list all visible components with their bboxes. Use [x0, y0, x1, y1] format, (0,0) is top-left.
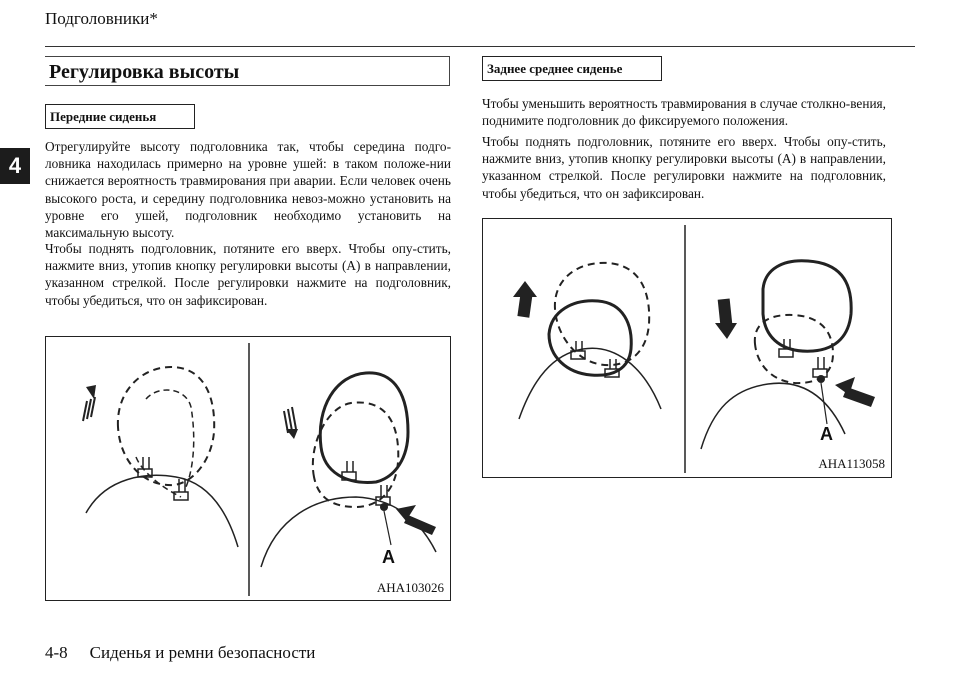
running-footer: [45, 643, 315, 663]
push-arrow-icon: [835, 377, 875, 407]
rear-seat-subheading: Заднее среднее сиденье: [482, 56, 662, 81]
down-arrow-icon: [715, 298, 737, 339]
section-title: Регулировка высоты: [45, 56, 450, 86]
front-paragraph-2: Чтобы поднять подголовник, потяните его вверх. Чтобы опу-стить, нажмите вниз, утопив кнопку регулировки высоты (A) в направлении, указанном стрелкой. После регулировки нажмите на подголовник, чтобы убедиться, что он зафиксирован.: [45, 241, 451, 308]
up-arrow-icon: [83, 385, 96, 421]
header-rule: [45, 46, 915, 47]
chapter-title: Сиденья и ремни безопасности: [89, 643, 316, 662]
rear-paragraph-2: Чтобы поднять подголовник, потяните его вверх. Чтобы опу-стить, нажмите вниз, утопив кнопку регулировки высоты (A) в направлении, указанном стрелкой. После регулировки нажмите на подголовник, чтобы убедиться, что он зафиксирован.: [482, 134, 886, 201]
figure-code: AHA113058: [818, 456, 885, 471]
running-header: Подголовники*: [45, 9, 158, 28]
button-label-a: A: [382, 547, 395, 567]
front-seats-subheading: Передние сиденья: [45, 104, 195, 129]
down-arrow-icon: [284, 407, 298, 439]
front-headrest-figure: [45, 336, 451, 601]
page-number: 4-8: [45, 643, 68, 662]
chapter-tab: 4: [0, 148, 30, 184]
rear-paragraph-1: Чтобы уменьшить вероятность травмирования в случае столкно-вения, поднимите подголовник до фиксируемого положения.: [482, 96, 886, 129]
front-paragraph-1: Отрегулируйте высоту подголовника так, чтобы середина подго-ловника находилась примерно на уровне ушей: в таком положе-нии снижается вероятность травмирования при аварии. Если человек очень высокого роста, и середину подголовника невоз-можно установить на уровне его ушей, подголовник необходимо установить на максимальную высоту.: [45, 139, 451, 241]
rear-headrest-figure: [482, 218, 892, 478]
push-arrow-icon: [396, 505, 436, 535]
figure-code: AHA103026: [376, 580, 444, 595]
button-label-a: A: [820, 424, 833, 444]
up-arrow-icon: [513, 281, 537, 318]
